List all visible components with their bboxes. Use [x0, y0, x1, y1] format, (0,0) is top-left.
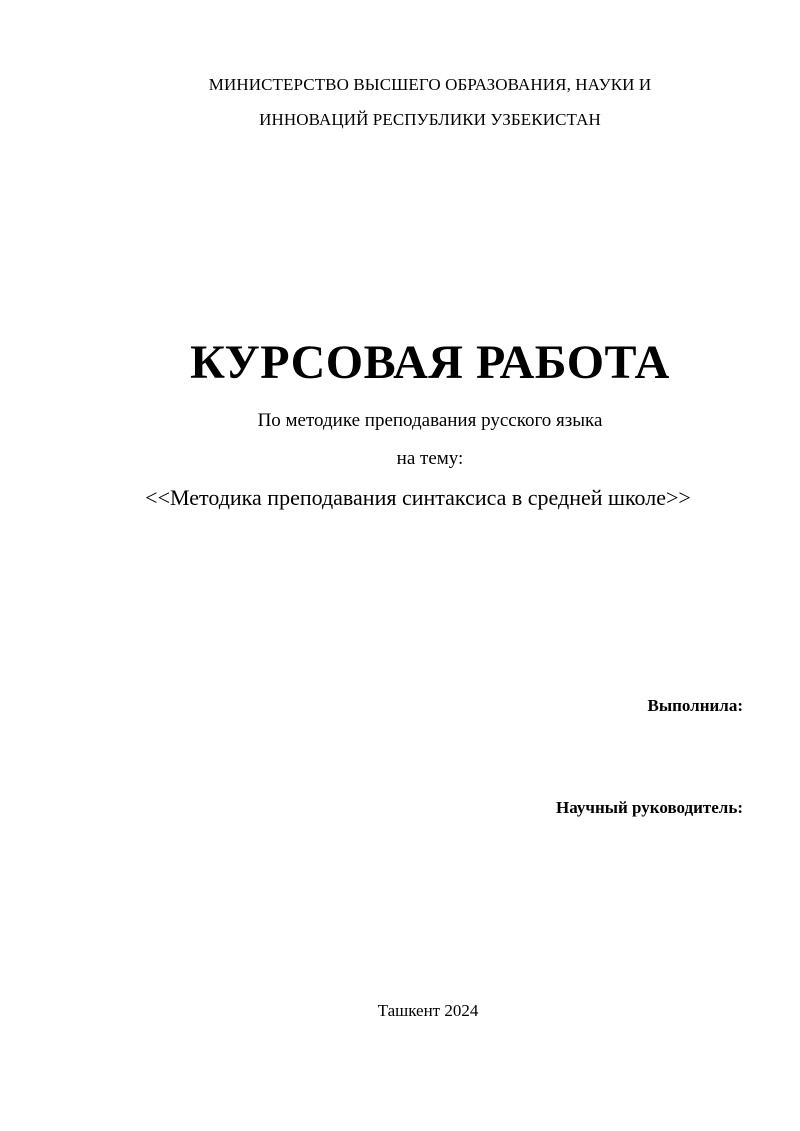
ministry-line-1: МИНИСТЕРСТВО ВЫСШЕГО ОБРАЗОВАНИЯ, НАУКИ И [208, 75, 652, 94]
supervisor-label: Научный руководитель: [556, 798, 743, 817]
topic-label: на тему: [396, 448, 464, 469]
topic-title: <<Методика преподавания синтаксиса в средней школе>> [145, 485, 691, 510]
document-title: КУРСОВАЯ РАБОТА [190, 336, 670, 389]
performer-label: Выполнила: [647, 696, 743, 715]
subject-line: По методике преподавания русского языка [257, 410, 603, 431]
city-year: Ташкент 2024 [377, 1001, 479, 1020]
ministry-line-2: ИННОВАЦИЙ РЕСПУБЛИКИ УЗБЕКИСТАН [259, 110, 601, 129]
